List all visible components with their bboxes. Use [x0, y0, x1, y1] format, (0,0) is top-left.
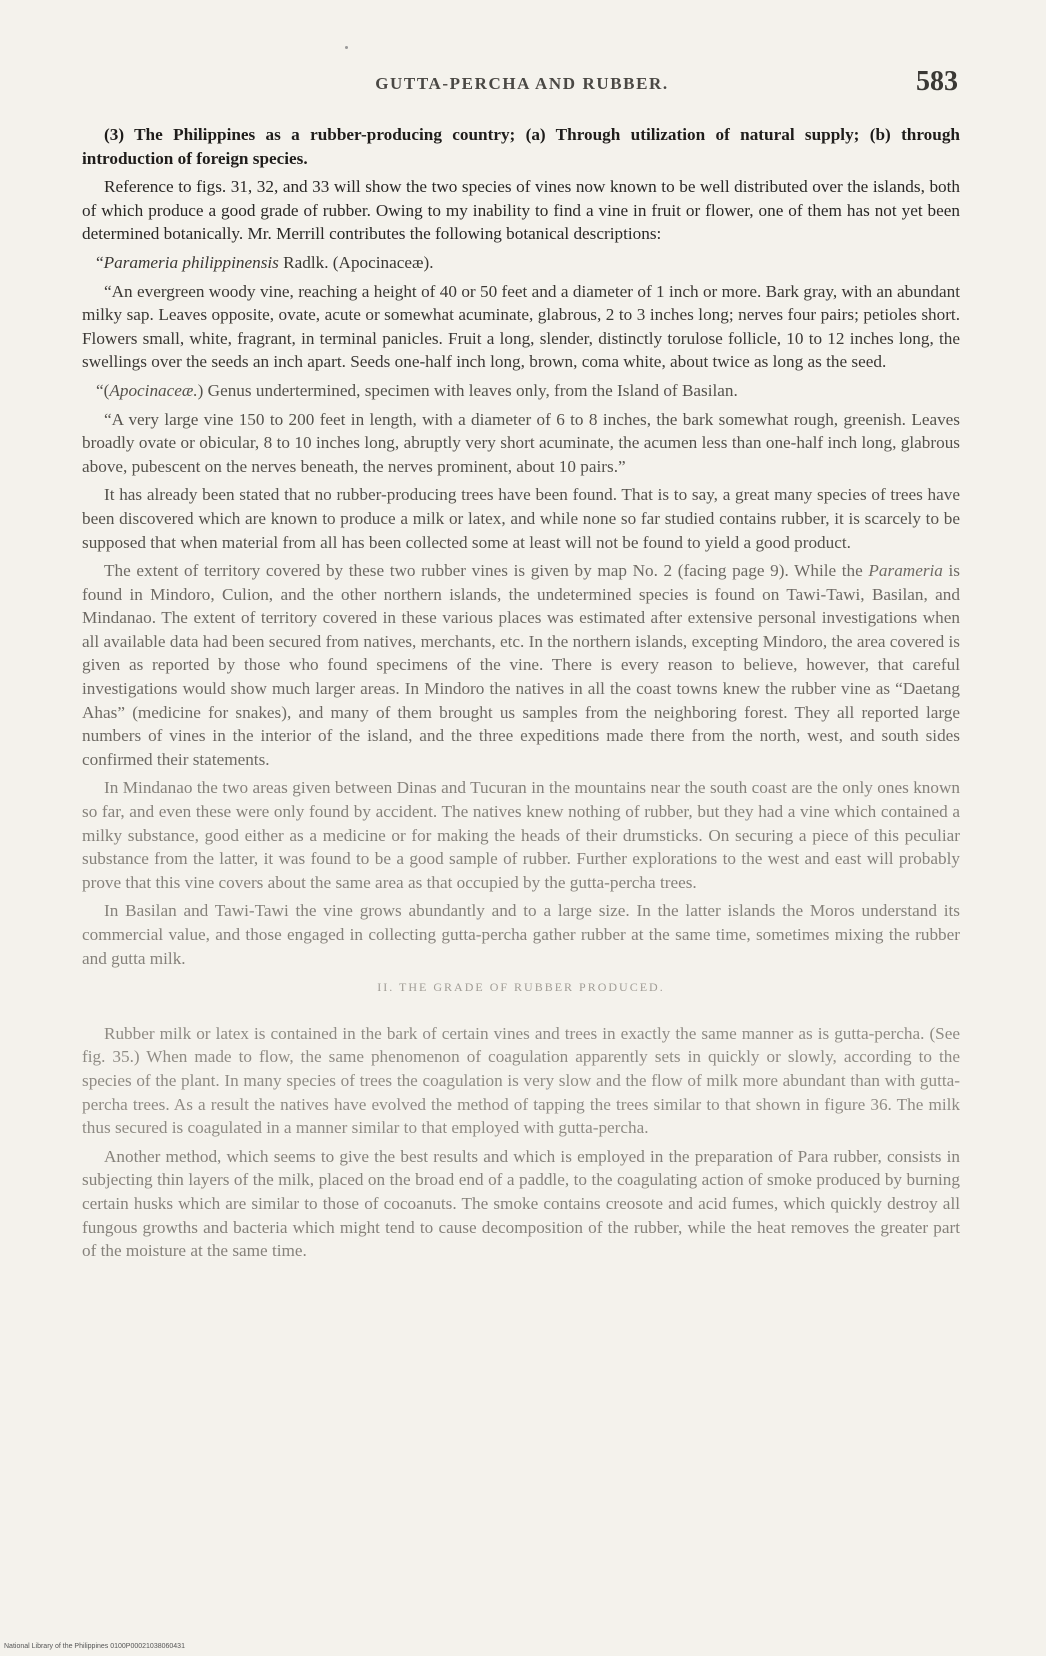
paragraph-para-method: Another method, which seems to give the best results and which is employed in the preparation of Para rubber, consists in subjecting thin layers of the milk, placed on the broad end of a paddle, to the coagulating action of smoke produced by burning certain husks which are similar to those of cocoanuts. The smoke contains creosote and acid fumes, which quickly destroy all fungous growths and bacteria which might tend to cause decomposition of the rubber, while the heat removes the greater part of the moisture at the same time.: [82, 1146, 960, 1261]
paragraph-1: (3) The Philippines as a rubber-producing country; (a) Through utilization of natural supply; (b) through introduction of foreign species.: [82, 125, 960, 168]
species-heading-parameria: “Parameria philippinensis Radlk. (Apocinaceæ).: [96, 252, 434, 272]
paragraph-2: Reference to figs. 31, 32, and 33 will show the two species of vines now known to be well distributed over the islands, both of which produce a good grade of rubber. Owing to my inability to find a vine in fruit or flower, one of them has not yet been determined botanically. Mr. Merrill contributes the following botanical descriptions:: [82, 177, 960, 244]
paragraph-latex: Rubber milk or latex is contained in the bark of certain vines and trees in exactly the same manner as is gutta-percha. (See fig. 35.) When made to flow, the same phenomenon of coagulation apparently sets in quickly or slowly, according to the species of the plant. In many species of trees the coagulation is very slow and the flow of milk more abundant than with gutta-percha trees. As a result the natives have evolved the method of tapping the trees similar to that shown in figure 36. The milk thus secured is coagulated in a manner similar to that employed with gutta-percha.: [82, 1023, 960, 1138]
paragraph-parameria-description: “An evergreen woody vine, reaching a height of 40 or 50 feet and a diameter of 1 inch or more. Bark gray, with an abundant milky sap. Leaves opposite, ovate, acute or somewhat acuminate, glabrous, 2 to 3 inches long; nerves four pairs; petioles short. Flowers small, white, fragrant, in terminal panicles. Fruit a long, slender, distinctly torulose follicle, 10 to 12 inches long, the swellings over the seeds an inch apart. Seeds one-half inch long, brown, coma white, about twice as long as the seed.: [82, 281, 960, 372]
species-heading-apocinaceae: “(Apocinaceæ.) Genus undertermined, specimen with leaves only, from the Island of Basilan.: [96, 380, 738, 400]
territory-genus: Parameria: [868, 561, 943, 581]
speck: [345, 46, 348, 49]
running-head: GUTTA-PERCHA AND RUBBER.: [375, 74, 669, 93]
scan-footer: National Library of the Philippines 0100P00021038060431: [4, 1643, 185, 1650]
paragraph-no-trees: It has already been stated that no rubber-producing trees have been found. That is to say, a great many species of trees have been discovered which are known to produce a milk or latex, and while none so far studied contains rubber, it is scarcely to be supposed that when material from all has been collected some at least will not be found to yield a good product.: [82, 485, 960, 552]
body-text: [82, 123, 960, 1268]
page-header: [82, 66, 962, 106]
paragraph-basilan: In Basilan and Tawi-Tawi the vine grows abundantly and to a large size. In the latter islands the Moros understand its commercial value, and those engaged in collecting gutta-percha gather rubber at the same time, sometimes mixing the rubber and gutta milk.: [82, 901, 960, 968]
family-name: Apocinaceæ.: [109, 380, 198, 400]
section-heading: II. THE GRADE OF RUBBER PRODUCED.: [377, 980, 665, 995]
paragraph-mindanao: In Mindanao the two areas given between Dinas and Tucuran in the mountains near the south coast are the only ones known so far, and even these were only found by accident. The natives knew nothing of rubber, but they had a vine which contained a milky substance, good either as a medicine or for making the heads of their drumsticks. On securing a piece of this peculiar substance from the latter, it was found to be a good sample of rubber. Further explorations to the west and east will probably prove that this vine covers about the same area as that occupied by the gutta-percha trees.: [82, 778, 960, 892]
page-number: 583: [916, 66, 958, 97]
species-name: Parameria philippinensis: [103, 252, 279, 272]
territory-text-a: The extent of territory covered by these two rubber vines is given by map No. 2 (facing page 9). While the: [104, 561, 869, 581]
species-note: ) Genus undertermined, specimen with leaves only, from the Island of Basilan.: [197, 380, 738, 400]
territory-text-b: is found in Mindoro, Culion, and the other northern islands, the undetermined species is found on Tawi-Tawi, Basilan, and Mindanao. The extent of territory covered in these various places was estimated after extensive personal investigations when all available data had been secured from natives, merchants, etc. In the northern islands, excepting Mindoro, the area covered is given as reported by those who found specimens of the vine. There is every reason to believe, however, that careful investigations would show much larger areas. In Mindoro the natives in all the coast towns knew the rubber vine as “Daetang Ahas” (medicine for snakes), and many of them brought us samples from the neighboring forest. They all reported large numbers of vines in the interior of the island, and the three expeditions made there from the north, west, and south sides confirmed their statements.: [82, 561, 960, 769]
paragraph-territory: [82, 559, 960, 771]
species-family: Radlk. (Apocinaceæ).: [278, 252, 434, 272]
paragraph-vine-description: “A very large vine 150 to 200 feet in length, with a diameter of 6 to 8 inches, the bark somewhat rough, greenish. Leaves broadly ovate or obicular, 8 to 10 inches long, abruptly very short acuminate, the acumen less than one-half inch long, glabrous above, pubescent on the nerves beneath, the nerves prominent, about 10 pairs.”: [82, 409, 960, 476]
